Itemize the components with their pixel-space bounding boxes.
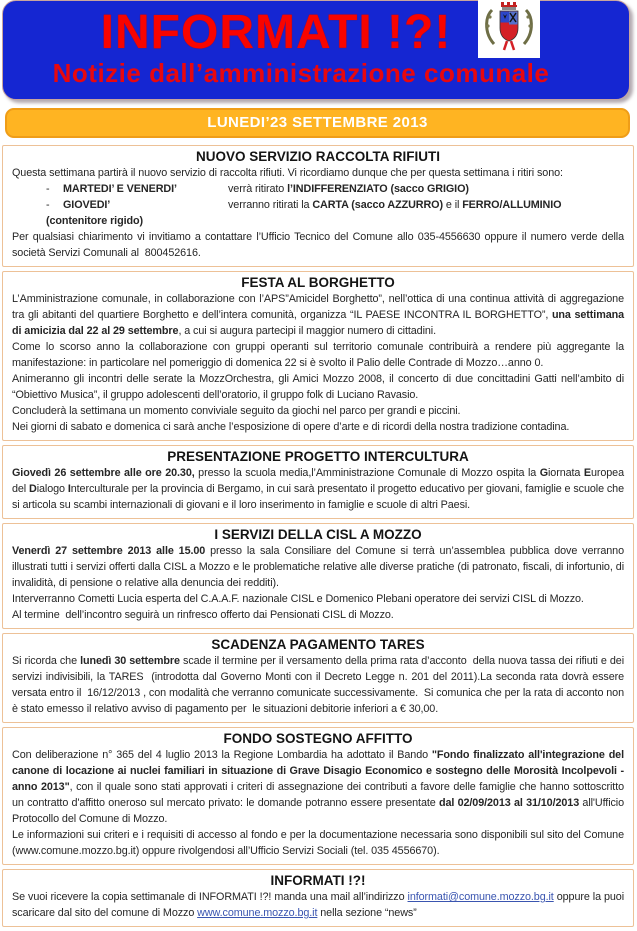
text-run: L’Amministrazione comunale, in collaborazione con l’APS”Amicidel Borghetto”, nell’ottica di una continua attività di aggregazione tra gli abitanti del quartiere Borghetto e dell’intera comunità, organizza “IL PAESE INCONTRA IL BORGHETTO”,	[12, 293, 627, 321]
section-progetto-intercultura	[2, 445, 634, 519]
text-run: E	[583, 467, 591, 479]
paragraph	[12, 653, 627, 717]
text-run: CARTA (sacco AZZURRO)	[312, 199, 443, 211]
bullet-dash: -	[46, 199, 50, 211]
bullet-dash: -	[46, 183, 50, 195]
text-run: nella sezione “news”	[317, 907, 417, 919]
text-run: presso la scuola media,l’Amministrazione Comunale di Mozzo ospita la	[194, 467, 540, 479]
day-label: MARTEDI’ E VENERDI’	[63, 183, 177, 195]
paragraph	[12, 403, 624, 419]
paragraph	[12, 291, 627, 339]
text-run: Come lo scorso anno la collaborazione con gruppi operanti sul territorio comunale contribuirà a rendere più aggregante la manifestazione: in particolare nel pomeriggio di domenica 22 si è svolto il Palio delle Contrade di Mozzo…anno 0.	[12, 341, 627, 369]
paragraph	[12, 591, 624, 607]
text-run: Venerdì 27 settembre 2013 alle 15.00	[12, 545, 206, 557]
paragraph	[12, 889, 627, 921]
section-informati	[2, 869, 634, 927]
paragraph	[12, 543, 627, 591]
section-title: I SERVIZI DELLA CISL A MOZZO	[214, 527, 422, 542]
text-run: iornata	[548, 467, 584, 479]
text-run: D	[29, 483, 37, 495]
paragraph	[12, 339, 627, 371]
text-run: verranno ritirati la	[228, 199, 313, 211]
text-run: Le informazioni sui criteri e i requisiti di accesso al fondo e per la documentazione necessaria sono disponibili sul sito del Comune (www.comune.mozzo.bg.it) oppure rivolgendosi all’Ufficio Servizi Sociali (tel. 035 4556670).	[12, 829, 627, 857]
text-run: verrà ritirato	[228, 183, 288, 195]
section-title: PRESENTAZIONE PROGETTO INTERCULTURA	[167, 449, 469, 464]
text-run: Giovedì 26 settembre alle ore 20.30,	[12, 467, 195, 479]
paragraph	[12, 165, 624, 181]
paragraph	[12, 419, 624, 435]
paragraph	[12, 827, 627, 859]
section-title: FONDO SOSTEGNO AFFITTO	[223, 731, 413, 746]
text-run: G	[539, 467, 548, 479]
text-run: Interverranno Cometti Lucia esperta del C.A.A.F. nazionale CISL e Domenico Plebani operatore dei servizi CISL di Mozzo.	[12, 593, 584, 605]
text-run: , con il quale sono stati approvati i criteri di assegnazione dei contributi a favore delle famiglie che hanno sottoscritto un contratto d'affitto oneroso sul mercato privato: le domande potranno essere presentate	[12, 781, 627, 809]
text-run: Per qualsiasi chiarimento vi invitiamo a contattare l’Ufficio Tecnico del Comune allo 035-4556630 oppure il numero verde della società Servizi Comunali al 800452616.	[12, 231, 627, 259]
section-raccolta-rifiuti	[2, 145, 634, 267]
section-title: SCADENZA PAGAMENTO TARES	[211, 637, 425, 652]
text-run: oppure la puoi scaricare dal sito del comune di Mozzo	[12, 891, 627, 919]
text-run: uropea del	[12, 467, 627, 495]
paragraph	[12, 371, 627, 403]
municipal-crest	[478, 0, 540, 58]
text-run: Concluderà la settimana un momento conviviale seguito da giochi nel parco per grandi e piccini.	[12, 405, 461, 417]
text-run: Al termine dell’incontro seguirà un rinfresco offerto dai Pensionati CISL di Mozzo.	[12, 609, 394, 621]
text-run: scade il termine per il versamento della prima rata d’acconto della nuova tassa dei rifiuti e dei servizi indivisibili, la TARES (introdotta dal Governo Monti con il Decreto Legge n. 201 del 2011).La seconda rata dovrà essere versata entro il 16/12/2013 , con modalità che verranno comunicate successivamente. Si comunica che per la rata di acconto non è stato emesso il relativo avviso di pagamento per le situazioni debitorie inferiori a € 30,00.	[12, 655, 627, 715]
text-run: Si ricorda che	[12, 655, 81, 667]
newsletter-subtitle: Notizie dall’amministrazione comunale	[52, 58, 550, 88]
text-run: l’INDIFFERENZIATO (sacco GRIGIO)	[287, 183, 469, 195]
text-run: lunedì 30 settembre	[80, 655, 180, 667]
text-run: FERRO/ALLUMINIO (contenitore rigido)	[46, 199, 565, 227]
paragraph	[12, 747, 627, 827]
day-label: GIOVEDI’	[63, 199, 111, 211]
text-run: una settimana di amicizia dal 22 al 29 settembre	[12, 309, 627, 337]
bullet-item	[12, 181, 624, 197]
text-run: all'Ufficio Protocollo del Comune di Mozzo.	[12, 797, 627, 825]
text-run: Con deliberazione n° 365 del 4 luglio 2013 la Regione Lombardia ha adottato il Bando	[12, 749, 432, 761]
text-run: , a cui si augura partecipi il maggior numero di cittadini.	[178, 325, 436, 337]
bullet-item	[12, 197, 624, 229]
newsletter-title: INFORMATI !?!	[100, 6, 452, 59]
text-run: "Fondo finalizzato all'integrazione del canone di locazione ai nuclei familiari in situazione di Grave Disagio Economico e sostegno delle Morosità Incolpevoli - anno 2013"	[12, 749, 627, 793]
hyperlink[interactable]: www.comune.mozzo.bg.it	[197, 907, 318, 919]
text-run: nterculturale per la provincia di Bergamo, in cui sarà presentato il progetto educativo per giovani, famiglie e scuole che si articola su scambi internazionali di giovani e il loro inserimento in famiglie e scuole di altri Paesi.	[12, 483, 627, 511]
coat-of-arms-icon	[478, 0, 540, 58]
sections	[2, 145, 634, 931]
text-run: Animeranno gli incontri delle serate la MozzOrchestra, gli Amici Mozzo 2008, il concerto di due concittadini Gatti nell’ambito di “Obiettivo Musica”, il gruppo adolescenti dell’oratorio, il gruppo folk di Luciano Ravasio.	[12, 373, 627, 401]
paragraph	[12, 465, 627, 513]
text-run: presso la sala Consiliare del Comune si terrà un’assemblea pubblica dove verranno illustrati tutti i servizi offerti dalla CISL a Mozzo e le problematiche relative alle diverse pratiche (di patronato, fiscali, di infortunio, di invalidità, di pensione o relative alla denuncia dei redditi).	[12, 545, 627, 589]
section-title: INFORMATI !?!	[270, 873, 366, 888]
text-run: dal 02/09/2013 al 31/10/2013	[438, 797, 580, 809]
text-run: ialogo	[36, 483, 68, 495]
text-run: e il	[442, 199, 463, 211]
paragraph	[12, 229, 627, 261]
section-title: NUOVO SERVIZIO RACCOLTA RIFIUTI	[195, 149, 440, 164]
hyperlink[interactable]: informati@comune.mozzo.bg.it	[407, 891, 554, 903]
section-festa-borghetto	[2, 271, 634, 441]
text-run: I	[67, 483, 71, 495]
date-banner	[5, 108, 630, 138]
paragraph	[12, 607, 624, 623]
section-scadenza-tares	[2, 633, 634, 723]
text-run: Se vuoi ricevere la copia settimanale di INFORMATI !?! manda una mail all’indirizzo	[12, 891, 408, 903]
text-run: Nei giorni di sabato e domenica ci sarà anche l’esposizione di opere d’arte e di ricordi della nostra tradizione contadina.	[12, 421, 570, 433]
section-title: FESTA AL BORGHETTO	[241, 275, 395, 290]
text-run: Questa settimana partirà il nuovo servizio di raccolta rifiuti. Vi ricordiamo dunque che per questa settimana i ritiri sono:	[12, 167, 563, 179]
section-servizi-cisl	[2, 523, 634, 629]
section-fondo-affitto	[2, 727, 634, 865]
date-label: LUNEDI’23 SETTEMBRE 2013	[207, 114, 428, 131]
